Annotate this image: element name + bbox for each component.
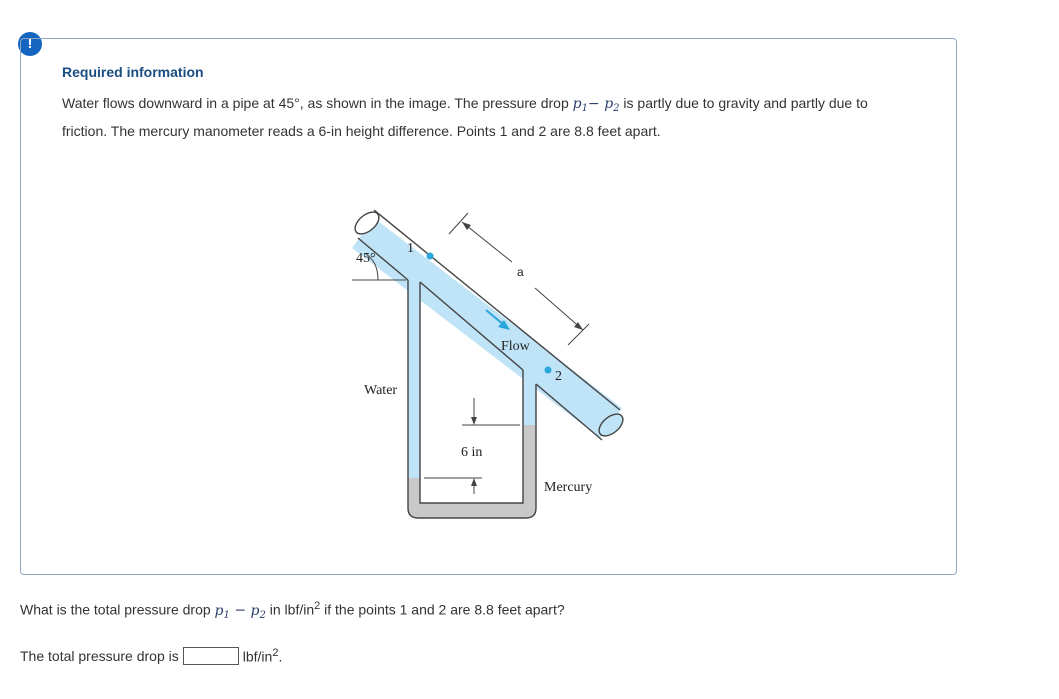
height-arrow-top-head xyxy=(471,417,477,425)
mercury-label: Mercury xyxy=(544,480,593,495)
required-information-title: Required information xyxy=(62,64,204,80)
dimension-arrow-up xyxy=(462,222,471,230)
question-part-2: in lbf/in xyxy=(265,601,315,618)
distance-label: a xyxy=(517,265,524,279)
alert-icon: ! xyxy=(18,32,42,56)
point-1 xyxy=(427,253,434,260)
answer-prefix: The total pressure drop is xyxy=(20,648,179,664)
statement-text-2: is partly due to gravity and partly due to friction. The mercury manometer reads a 6-in height difference. Points 1 and 2 are 8.8 feet apart. xyxy=(62,95,868,139)
question-part-1: What is the total pressure drop xyxy=(20,601,215,618)
water-label: Water xyxy=(364,383,398,398)
flow-label: Flow xyxy=(501,339,530,354)
angle-label: 45° xyxy=(356,251,376,266)
answer-row xyxy=(20,647,282,665)
question-part-3: if the points 1 and 2 are 8.8 feet apart? xyxy=(320,601,565,618)
height-label: 6 in xyxy=(461,445,483,460)
question-minus-sign: − xyxy=(229,602,251,619)
question-p2-symbol: $p_2$ xyxy=(250,602,266,621)
manometer-diagram xyxy=(330,190,650,530)
question-p1-symbol: $p_1$ xyxy=(214,602,230,621)
question-exponent: 2 xyxy=(314,600,321,612)
point-2 xyxy=(545,367,552,374)
mercury-column xyxy=(408,425,536,518)
dimension-line-a-lower xyxy=(535,288,583,330)
dimension-line-a-upper xyxy=(462,222,512,262)
height-arrow-bottom-head xyxy=(471,478,477,486)
pressure-drop-input[interactable] xyxy=(183,647,239,665)
p1-symbol: $p_1$ xyxy=(572,96,588,114)
minus-sign: − xyxy=(588,96,605,112)
point-2-label: 2 xyxy=(555,369,562,384)
problem-statement xyxy=(62,92,892,142)
point-1-label: 1 xyxy=(407,241,414,256)
p2-symbol: $p_2$ xyxy=(604,96,620,114)
question-text xyxy=(20,600,565,621)
statement-text-1: Water flows downward in a pipe at 45°, as shown in the image. The pressure drop xyxy=(62,95,573,111)
left-leg-water xyxy=(408,282,420,478)
answer-unit: lbf/$in^2$. xyxy=(242,647,283,665)
